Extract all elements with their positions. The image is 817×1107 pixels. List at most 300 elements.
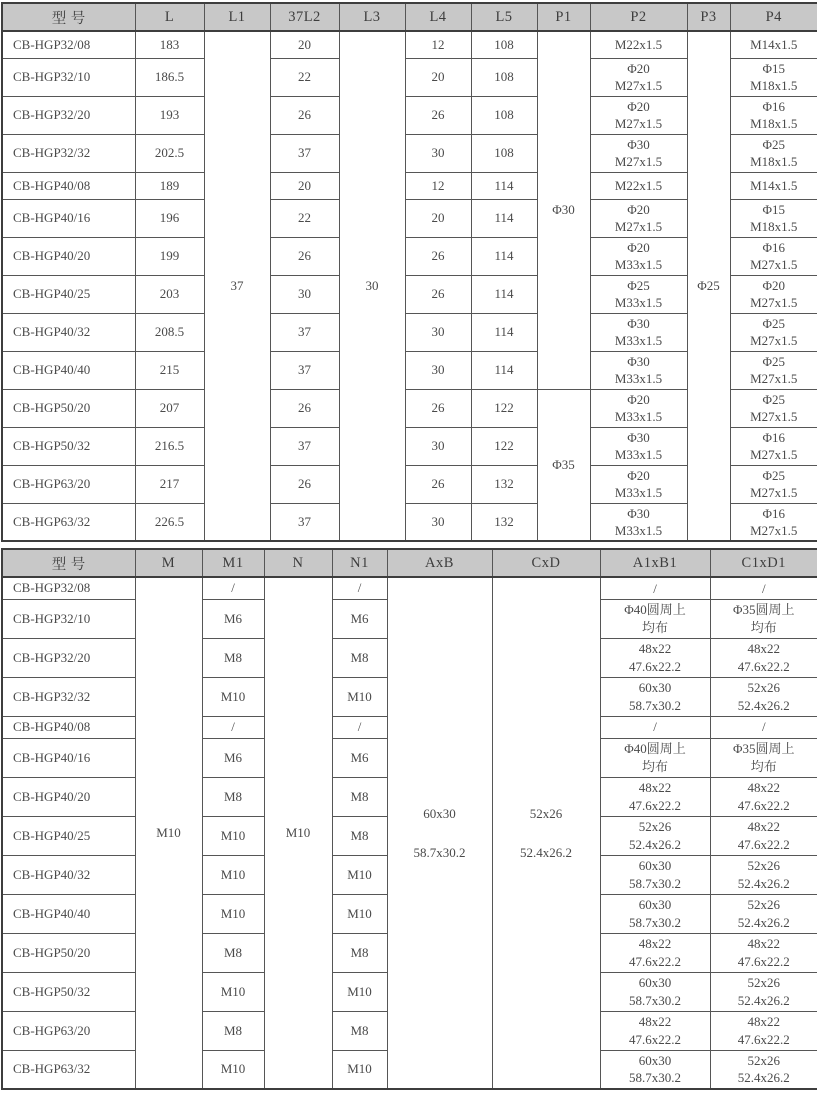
- cell-model: CB-HGP50/32: [2, 972, 135, 1011]
- cell-C1xD1: [710, 599, 817, 638]
- cell-line: Φ25: [762, 467, 785, 483]
- cell-L2: 37: [270, 313, 339, 351]
- merged-cell-L3: 30: [339, 31, 405, 541]
- cell-line: 58.7x30.2: [629, 1070, 681, 1086]
- cell-line: M33x1.5: [614, 371, 663, 386]
- cell-L4: 20: [405, 58, 471, 96]
- cell-line: 48x22: [747, 936, 780, 952]
- cell-line: Φ16: [762, 429, 785, 445]
- cell-line: 48x22: [747, 1014, 780, 1030]
- cell-A1xB1: [600, 599, 710, 638]
- cell-N1: M8: [332, 933, 387, 972]
- cell-line: 52.4x26.2: [737, 992, 790, 1008]
- cell-L5: 108: [471, 31, 537, 58]
- cell-P2: [590, 172, 687, 199]
- cell-model: CB-HGP40/32: [2, 855, 135, 894]
- cell-line: 58.7x30.2: [629, 914, 681, 930]
- cell-line: 47.6x22.2: [629, 953, 681, 969]
- cell-L5: 114: [471, 313, 537, 351]
- cell-line: /: [653, 580, 657, 596]
- cell-L4: 26: [405, 237, 471, 275]
- cell-model: CB-HGP63/20: [2, 465, 135, 503]
- merged-cell-N: M10: [264, 577, 332, 1089]
- cell-line: Φ20: [762, 277, 785, 293]
- cell-line: M33x1.5: [614, 409, 663, 424]
- cell-P4: [730, 58, 817, 96]
- cell-A1xB1: [600, 716, 710, 738]
- table-body: [2, 31, 817, 541]
- cell-L5: 114: [471, 275, 537, 313]
- cell-line: 均布: [641, 619, 668, 635]
- cell-line: M22x1.5: [614, 177, 663, 193]
- cell-line: 52x26: [747, 897, 780, 913]
- cell-model: CB-HGP32/10: [2, 599, 135, 638]
- cell-N1: M8: [332, 777, 387, 816]
- cell-line: 58.7x30.2: [629, 875, 681, 891]
- cell-L4: 30: [405, 503, 471, 541]
- cell-line: Φ15: [762, 60, 785, 76]
- cell-L2: 37: [270, 351, 339, 389]
- cell-A1xB1: [600, 855, 710, 894]
- cell-line: Φ16: [762, 505, 785, 521]
- cell-M1: M10: [202, 894, 264, 933]
- cell-L5: 122: [471, 427, 537, 465]
- column-header-N: N: [264, 549, 332, 577]
- cell-line: 52x26: [747, 975, 780, 991]
- cell-line: Φ30: [627, 136, 650, 152]
- cell-line: Φ25: [762, 353, 785, 369]
- cell-L2: 26: [270, 465, 339, 503]
- cell-P4: [730, 199, 817, 237]
- cell-L5: 108: [471, 96, 537, 134]
- cell-line: M14x1.5: [750, 177, 798, 193]
- column-header-CxD: CxD: [492, 549, 600, 577]
- cell-L4: 30: [405, 351, 471, 389]
- cell-L5: 132: [471, 465, 537, 503]
- cell-line: Φ40圆周上: [624, 741, 686, 757]
- cell-M1: M10: [202, 855, 264, 894]
- cell-line: 47.6x22.2: [737, 658, 790, 674]
- cell-line: /: [761, 580, 766, 596]
- cell-M1: M8: [202, 638, 264, 677]
- cell-P4: [730, 389, 817, 427]
- cell-model: CB-HGP63/32: [2, 1050, 135, 1089]
- cell-line: M27x1.5: [750, 295, 798, 310]
- cell-model: CB-HGP32/20: [2, 96, 135, 134]
- cell-P2: [590, 389, 687, 427]
- cell-P2: [590, 199, 687, 237]
- cell-line: 60x30: [638, 680, 672, 696]
- cell-line: 48x22: [638, 936, 672, 952]
- column-header-N1: N1: [332, 549, 387, 577]
- cell-A1xB1: [600, 894, 710, 933]
- cell-M1: /: [202, 716, 264, 738]
- merged-cell-AxB: [387, 577, 492, 1089]
- cell-line: M27x1.5: [750, 371, 798, 386]
- cell-line: Φ25: [627, 277, 650, 293]
- cell-line: Φ30: [627, 505, 650, 521]
- column-header-L4: L4: [405, 3, 471, 31]
- column-header-P3: P3: [687, 3, 730, 31]
- cell-A1xB1: [600, 1011, 710, 1050]
- cell-C1xD1: [710, 1011, 817, 1050]
- cell-L2: 37: [270, 503, 339, 541]
- cell-L5: 132: [471, 503, 537, 541]
- cell-N1: /: [332, 577, 387, 599]
- cell-L2: 26: [270, 237, 339, 275]
- cell-line: 52x26: [638, 819, 672, 835]
- cell-P2: [590, 503, 687, 541]
- cell-P2: [590, 96, 687, 134]
- cell-L4: 30: [405, 313, 471, 351]
- cell-P4: [730, 275, 817, 313]
- cell-L4: 26: [405, 465, 471, 503]
- column-header-P1: P1: [537, 3, 590, 31]
- cell-line: 均布: [641, 758, 668, 774]
- cell-model: CB-HGP63/20: [2, 1011, 135, 1050]
- merged-cell-L1: 37: [204, 31, 270, 541]
- cell-line: 52.4x26.2: [737, 875, 790, 891]
- cell-line: 58.7x30.2: [413, 844, 466, 860]
- cell-L2: 22: [270, 199, 339, 237]
- cell-line: M27x1.5: [614, 78, 663, 93]
- cell-P4: [730, 313, 817, 351]
- cell-A1xB1: [600, 933, 710, 972]
- column-header-M1: M1: [202, 549, 264, 577]
- cell-line: M27x1.5: [614, 116, 663, 131]
- cell-model: CB-HGP32/20: [2, 638, 135, 677]
- cell-P2: [590, 58, 687, 96]
- cell-L: 186.5: [135, 58, 204, 96]
- column-header-AxB: AxB: [387, 549, 492, 577]
- cell-L5: 114: [471, 237, 537, 275]
- cell-C1xD1: [710, 855, 817, 894]
- cell-P2: [590, 465, 687, 503]
- cell-P2: [590, 237, 687, 275]
- cell-L: 226.5: [135, 503, 204, 541]
- cell-line: M27x1.5: [614, 219, 663, 234]
- cell-L5: 114: [471, 351, 537, 389]
- cell-C1xD1: [710, 577, 817, 599]
- cell-C1xD1: [710, 933, 817, 972]
- cell-A1xB1: [600, 638, 710, 677]
- cell-L: 189: [135, 172, 204, 199]
- cell-line: M33x1.5: [614, 522, 663, 538]
- cell-line: 48x22: [747, 819, 780, 835]
- cell-line: 48x22: [747, 641, 780, 657]
- cell-A1xB1: [600, 1050, 710, 1089]
- merged-cell-P1: Φ35: [537, 389, 590, 541]
- cell-model: CB-HGP40/16: [2, 199, 135, 237]
- column-header-P2: P2: [590, 3, 687, 31]
- cell-C1xD1: [710, 777, 817, 816]
- cell-model: CB-HGP32/08: [2, 31, 135, 58]
- cell-C1xD1: [710, 638, 817, 677]
- cell-P4: [730, 503, 817, 541]
- cell-line: 52.4x26.2: [737, 1070, 790, 1086]
- cell-line: 47.6x22.2: [737, 1031, 790, 1047]
- cell-L: 217: [135, 465, 204, 503]
- cell-L: 202.5: [135, 134, 204, 172]
- cell-line: 47.6x22.2: [737, 953, 790, 969]
- cell-line: 48x22: [638, 1014, 672, 1030]
- cell-L5: 114: [471, 172, 537, 199]
- cell-model: CB-HGP32/08: [2, 577, 135, 599]
- column-header-P4: P4: [730, 3, 817, 31]
- cell-L: 193: [135, 96, 204, 134]
- cell-line: M33x1.5: [614, 333, 663, 348]
- cell-model: CB-HGP40/20: [2, 777, 135, 816]
- cell-L2: 20: [270, 31, 339, 58]
- column-header-A1xB1: A1xB1: [600, 549, 710, 577]
- cell-L: 215: [135, 351, 204, 389]
- cell-line: M27x1.5: [750, 522, 798, 538]
- cell-M1: M8: [202, 777, 264, 816]
- cell-line: M33x1.5: [614, 447, 663, 462]
- cell-line: Φ35圆周上: [732, 741, 795, 757]
- cell-P2: [590, 351, 687, 389]
- table-row: [2, 31, 817, 58]
- cell-N1: M8: [332, 816, 387, 855]
- cell-P2: [590, 134, 687, 172]
- cell-line: 60x30: [638, 1053, 672, 1069]
- cell-L: 196: [135, 199, 204, 237]
- cell-N1: M10: [332, 894, 387, 933]
- cell-line: 60x30: [638, 858, 672, 874]
- cell-A1xB1: [600, 972, 710, 1011]
- header-row: [2, 549, 817, 577]
- cell-model: CB-HGP40/25: [2, 816, 135, 855]
- cell-line: M18x1.5: [750, 78, 798, 93]
- cell-line: 52x26: [529, 805, 563, 821]
- cell-model: CB-HGP32/10: [2, 58, 135, 96]
- cell-line: 48x22: [638, 780, 672, 796]
- cell-M1: /: [202, 577, 264, 599]
- cell-P4: [730, 96, 817, 134]
- cell-N1: M10: [332, 1050, 387, 1089]
- header-row: [2, 3, 817, 31]
- cell-L2: 37: [270, 134, 339, 172]
- cell-line: Φ20: [627, 467, 650, 483]
- cell-L2: 30: [270, 275, 339, 313]
- cell-line: Φ30: [627, 315, 650, 331]
- cell-line: 58.7x30.2: [629, 992, 681, 1008]
- cell-P4: [730, 31, 817, 58]
- dimensions-table-2: [1, 548, 817, 1090]
- merged-cell-P3: Φ25: [687, 31, 730, 541]
- cell-L: 203: [135, 275, 204, 313]
- cell-P2: [590, 31, 687, 58]
- cell-line: 52x26: [747, 680, 780, 696]
- cell-M1: M8: [202, 933, 264, 972]
- cell-line: M27x1.5: [750, 257, 798, 272]
- cell-M1: M10: [202, 816, 264, 855]
- cell-line: 52.4x26.2: [737, 914, 790, 930]
- cell-line: M27x1.5: [750, 409, 798, 424]
- cell-line: M18x1.5: [750, 219, 798, 234]
- cell-model: CB-HGP40/40: [2, 894, 135, 933]
- cell-L4: 26: [405, 389, 471, 427]
- cell-L2: 26: [270, 389, 339, 427]
- cell-line: 60x30: [638, 975, 672, 991]
- cell-line: 48x22: [638, 641, 672, 657]
- cell-M1: M10: [202, 677, 264, 716]
- cell-N1: /: [332, 716, 387, 738]
- cell-L: 199: [135, 237, 204, 275]
- merged-cell-P1: Φ30: [537, 31, 590, 389]
- cell-A1xB1: [600, 777, 710, 816]
- cell-line: Φ40圆周上: [624, 602, 686, 618]
- cell-A1xB1: [600, 738, 710, 777]
- cell-line: Φ25: [762, 391, 785, 407]
- cell-C1xD1: [710, 677, 817, 716]
- cell-line: /: [761, 719, 766, 735]
- cell-M1: M10: [202, 972, 264, 1011]
- cell-line: Φ20: [627, 201, 650, 217]
- cell-L: 183: [135, 31, 204, 58]
- column-header-L3: L3: [339, 3, 405, 31]
- cell-line: 52.4x26.2: [629, 836, 681, 852]
- dimensions-table-1: [1, 2, 817, 542]
- cell-model: CB-HGP63/32: [2, 503, 135, 541]
- cell-line: Φ16: [762, 98, 785, 114]
- cell-P4: [730, 134, 817, 172]
- cell-L: 207: [135, 389, 204, 427]
- cell-model: CB-HGP32/32: [2, 134, 135, 172]
- cell-P2: [590, 427, 687, 465]
- cell-L5: 122: [471, 389, 537, 427]
- cell-line: Φ30: [627, 429, 650, 445]
- cell-line: Φ15: [762, 201, 785, 217]
- cell-line: M27x1.5: [750, 333, 798, 348]
- cell-line: M33x1.5: [614, 485, 663, 500]
- cell-L4: 12: [405, 172, 471, 199]
- cell-P2: [590, 275, 687, 313]
- cell-line: 47.6x22.2: [737, 836, 790, 852]
- cell-L: 208.5: [135, 313, 204, 351]
- cell-line: M27x1.5: [750, 485, 798, 500]
- cell-line: M22x1.5: [614, 37, 663, 53]
- column-header-C1xD1: C1xD1: [710, 549, 817, 577]
- cell-line: 47.6x22.2: [629, 658, 681, 674]
- column-header-L: L: [135, 3, 204, 31]
- cell-line: Φ30: [627, 353, 650, 369]
- column-header-model: 型 号: [2, 3, 135, 31]
- cell-line: 60x30: [638, 897, 672, 913]
- cell-line: /: [653, 719, 657, 735]
- cell-N1: M8: [332, 1011, 387, 1050]
- cell-line: 48x22: [747, 780, 780, 796]
- cell-line: 52.4x26.2: [520, 844, 572, 860]
- cell-A1xB1: [600, 816, 710, 855]
- cell-N1: M6: [332, 738, 387, 777]
- cell-model: CB-HGP40/08: [2, 172, 135, 199]
- cell-model: CB-HGP40/16: [2, 738, 135, 777]
- cell-M1: M6: [202, 738, 264, 777]
- cell-L5: 108: [471, 58, 537, 96]
- cell-line: 均布: [750, 619, 777, 635]
- cell-C1xD1: [710, 894, 817, 933]
- column-header-L1: L1: [204, 3, 270, 31]
- cell-L4: 26: [405, 96, 471, 134]
- cell-model: CB-HGP40/08: [2, 716, 135, 738]
- cell-line: Φ20: [627, 239, 650, 255]
- cell-M1: M8: [202, 1011, 264, 1050]
- cell-model: CB-HGP40/20: [2, 237, 135, 275]
- column-header-L2: 37L2: [270, 3, 339, 31]
- cell-line: Φ25: [762, 136, 785, 152]
- cell-line: 47.6x22.2: [737, 797, 790, 813]
- cell-line: 60x30: [423, 805, 456, 821]
- merged-cell-CxD: [492, 577, 600, 1089]
- cell-line: Φ35圆周上: [732, 602, 795, 618]
- cell-line: M14x1.5: [750, 37, 798, 53]
- cell-N1: M10: [332, 972, 387, 1011]
- cell-C1xD1: [710, 816, 817, 855]
- cell-L4: 26: [405, 275, 471, 313]
- cell-L2: 37: [270, 427, 339, 465]
- table-body: [2, 577, 817, 1089]
- cell-N1: M8: [332, 638, 387, 677]
- cell-C1xD1: [710, 716, 817, 738]
- cell-line: Φ20: [627, 60, 650, 76]
- cell-N1: M10: [332, 855, 387, 894]
- cell-N1: M6: [332, 599, 387, 638]
- cell-N1: M10: [332, 677, 387, 716]
- cell-P4: [730, 351, 817, 389]
- cell-P4: [730, 427, 817, 465]
- cell-line: 52.4x26.2: [737, 697, 790, 713]
- cell-L4: 30: [405, 134, 471, 172]
- cell-model: CB-HGP50/32: [2, 427, 135, 465]
- cell-C1xD1: [710, 1050, 817, 1089]
- cell-L4: 30: [405, 427, 471, 465]
- cell-line: 52x26: [747, 858, 780, 874]
- cell-line: 52x26: [747, 1053, 780, 1069]
- cell-line: M33x1.5: [614, 295, 663, 310]
- cell-A1xB1: [600, 577, 710, 599]
- cell-line: Φ16: [762, 239, 785, 255]
- cell-L4: 12: [405, 31, 471, 58]
- cell-L2: 26: [270, 96, 339, 134]
- cell-line: 47.6x22.2: [629, 1031, 681, 1047]
- cell-P4: [730, 172, 817, 199]
- cell-model: CB-HGP40/32: [2, 313, 135, 351]
- cell-line: 58.7x30.2: [629, 697, 681, 713]
- column-header-L5: L5: [471, 3, 537, 31]
- cell-L4: 20: [405, 199, 471, 237]
- column-header-M: M: [135, 549, 202, 577]
- cell-C1xD1: [710, 972, 817, 1011]
- cell-line: M18x1.5: [750, 154, 798, 169]
- table-row: [2, 577, 817, 599]
- cell-line: 47.6x22.2: [629, 797, 681, 813]
- cell-model: CB-HGP50/20: [2, 933, 135, 972]
- cell-line: Φ20: [627, 391, 650, 407]
- cell-model: CB-HGP50/20: [2, 389, 135, 427]
- cell-L2: 20: [270, 172, 339, 199]
- cell-P4: [730, 465, 817, 503]
- column-header-model: 型 号: [2, 549, 135, 577]
- cell-model: CB-HGP40/25: [2, 275, 135, 313]
- cell-line: M18x1.5: [750, 116, 798, 131]
- cell-line: M27x1.5: [750, 447, 798, 462]
- cell-P2: [590, 313, 687, 351]
- cell-C1xD1: [710, 738, 817, 777]
- cell-M1: M6: [202, 599, 264, 638]
- cell-line: M27x1.5: [614, 154, 663, 169]
- cell-L5: 114: [471, 199, 537, 237]
